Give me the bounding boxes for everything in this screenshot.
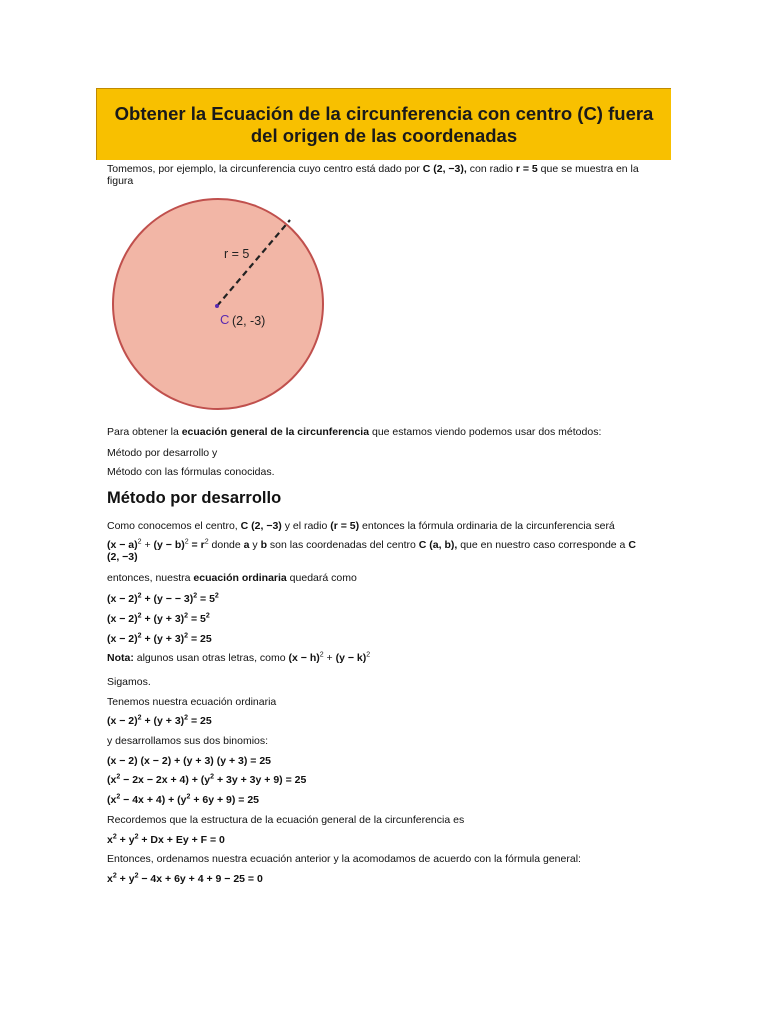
method-2: Método con las fórmulas conocidas.	[107, 466, 275, 478]
text-line: y desarrollamos sus dos binomios:	[107, 735, 269, 747]
equation: $x^2 + y^2 + Dx + Ey + F = 0$	[107, 833, 225, 846]
equation: $(x - 2)^2 + (y$ − − $3)^2 = 5^2$	[107, 592, 219, 605]
center-letter: C	[220, 312, 230, 327]
section-title: Método por desarrollo	[107, 489, 282, 507]
equation: $(x^2 - 4x + 4) + (y^2 + 6y + 9) = 25$	[107, 793, 260, 806]
circle-figure	[106, 190, 330, 418]
radius-label: r = 5	[224, 247, 250, 261]
equation: $(x - 2)^2 + (y + 3)^2 = 25$	[107, 714, 212, 727]
text-line: entonces, nuestra ecuación ordinaria quedará como	[107, 572, 357, 584]
page-title: Obtener la Ecuación de la circunferencia con centro (C) fuera del origen de las coordenadas	[114, 102, 654, 146]
center-coords: (2, -3)	[232, 314, 266, 328]
text-line: Sigamos.	[107, 676, 151, 688]
method-1: Método por desarrollo y	[107, 447, 218, 459]
center-point	[215, 304, 219, 308]
equation: (x − 2) (x − 2) + (y + 3) (y + 3) = 25	[107, 755, 272, 767]
text-line: Recordemos que la estructura de la ecuación general de la circunferencia es	[107, 814, 465, 826]
equation: $(x^2 - 2x - 2x + 4) + (y^2 + 3y + 3y + 9) = 25$	[107, 773, 307, 786]
text-line: $(x - a)^2 + (y - b)^2 = r^2$ donde a y b son las coordenadas del centro C (a, b), que en nuestro caso corresponde a C (2, −3)	[107, 538, 636, 563]
equation: $(x - 2)^2 + (y + 3)^2 = 25$	[107, 632, 212, 645]
title-banner	[96, 88, 671, 160]
equation: $(x - 2)^2 + (y + 3)^2 = 5^2$	[107, 612, 210, 625]
methods-intro: Para obtener la ecuación general de la circunferencia que estamos viendo podemos usar dos métodos:	[107, 426, 602, 438]
text-line: Entonces, ordenamos nuestra ecuación anterior y la acomodamos de acuerdo con la fórmula general:	[107, 853, 581, 865]
note-line: Nota: algunos usan otras letras, como $(x - h)^2 + (y - k)^2$	[107, 651, 371, 664]
intro-paragraph: Tomemos, por ejemplo, la circunferencia cuyo centro está dado por C (2, −3), con radio r = 5 que se muestra en la figura	[107, 163, 639, 187]
equation: $x^2 + y^2 - 4x + 6y + 4 + 9 - 25 = 0$	[107, 872, 263, 885]
text-line: Como conocemos el centro, C (2, −3) y el radio (r = 5) entonces la fórmula ordinaria de la circunferencia será	[107, 520, 615, 532]
text-line: Tenemos nuestra ecuación ordinaria	[107, 696, 277, 708]
